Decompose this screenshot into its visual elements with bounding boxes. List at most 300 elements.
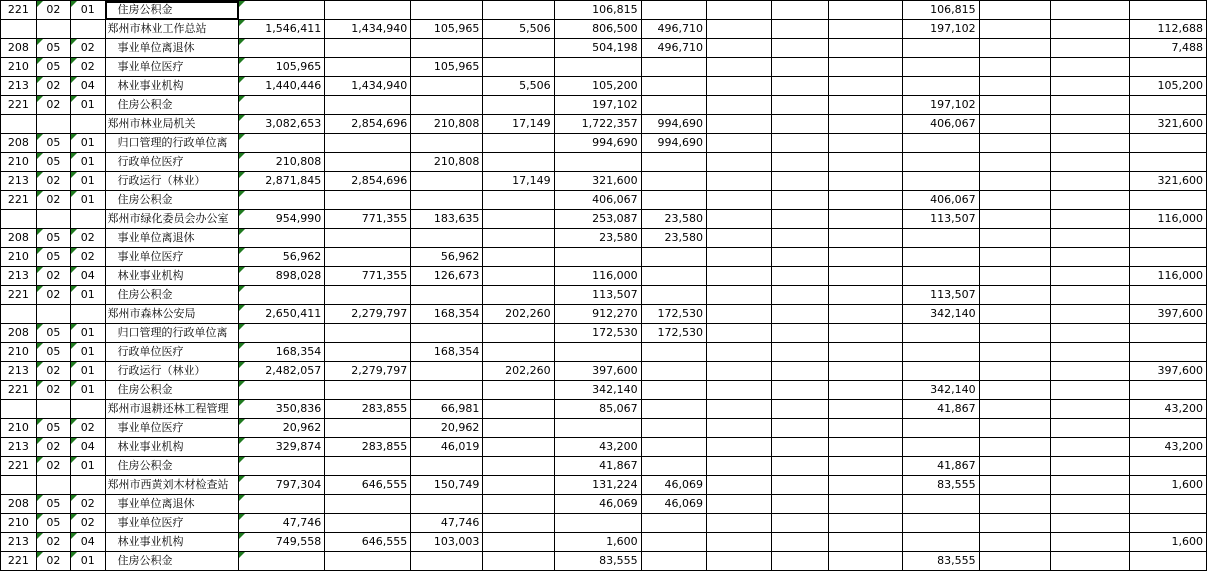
cell-class-code[interactable]: 210 [1,514,37,533]
cell-amount[interactable] [771,324,829,343]
cell-section-code[interactable]: 02 [36,552,70,571]
cell-amount[interactable]: 116,000 [554,267,641,286]
cell-amount[interactable] [411,381,483,400]
cell-amount[interactable]: 202,260 [483,362,554,381]
cell-amount[interactable] [1129,58,1206,77]
cell-amount[interactable] [1129,134,1206,153]
cell-amount[interactable] [829,476,902,495]
cell-amount[interactable] [979,533,1050,552]
cell-amount[interactable] [771,267,829,286]
cell-section-code[interactable]: 02 [36,267,70,286]
cell-amount[interactable]: 105,965 [411,20,483,39]
cell-amount[interactable] [483,476,554,495]
cell-amount[interactable]: 46,069 [554,495,641,514]
cell-amount[interactable] [902,58,979,77]
cell-amount[interactable]: 321,600 [554,172,641,191]
cell-section-code[interactable]: 05 [36,153,70,172]
cell-item-code[interactable]: 04 [71,267,105,286]
cell-amount[interactable] [483,419,554,438]
cell-amount[interactable] [707,77,772,96]
cell-section-code[interactable]: 02 [36,286,70,305]
cell-subject-name[interactable]: 事业单位医疗 [105,248,239,267]
cell-amount[interactable] [979,172,1050,191]
cell-amount[interactable] [771,1,829,20]
cell-amount[interactable] [1050,172,1129,191]
cell-amount[interactable]: 7,488 [1129,39,1206,58]
cell-amount[interactable]: 342,140 [902,381,979,400]
cell-amount[interactable] [1050,457,1129,476]
cell-amount[interactable]: 56,962 [239,248,325,267]
cell-amount[interactable] [829,96,902,115]
cell-class-code[interactable]: 208 [1,229,37,248]
cell-amount[interactable] [707,343,772,362]
cell-amount[interactable]: 2,650,411 [239,305,325,324]
cell-amount[interactable] [411,96,483,115]
cell-section-code[interactable]: 05 [36,134,70,153]
cell-amount[interactable]: 83,555 [554,552,641,571]
cell-unit-name[interactable]: 郑州市退耕还林工程管理 [105,400,239,419]
cell-amount[interactable] [1050,77,1129,96]
cell-amount[interactable] [411,172,483,191]
cell-section-code[interactable]: 02 [36,77,70,96]
cell-unit-name[interactable]: 郑州市绿化委员会办公室 [105,210,239,229]
cell-amount[interactable] [707,305,772,324]
cell-amount[interactable] [979,438,1050,457]
cell-class-code[interactable]: 221 [1,552,37,571]
cell-amount[interactable] [707,191,772,210]
cell-amount[interactable]: 806,500 [554,20,641,39]
cell-amount[interactable] [483,324,554,343]
cell-class-code[interactable] [1,305,37,324]
cell-amount[interactable]: 43,200 [1129,400,1206,419]
cell-amount[interactable]: 496,710 [641,39,706,58]
cell-amount[interactable] [483,134,554,153]
cell-amount[interactable] [641,457,706,476]
cell-amount[interactable] [1129,419,1206,438]
cell-amount[interactable]: 1,600 [554,533,641,552]
cell-amount[interactable] [771,381,829,400]
cell-amount[interactable] [1129,495,1206,514]
cell-amount[interactable] [707,457,772,476]
cell-amount[interactable] [829,286,902,305]
cell-subject-name[interactable]: 林业事业机构 [105,77,239,96]
cell-amount[interactable] [979,267,1050,286]
cell-amount[interactable] [325,58,411,77]
cell-amount[interactable] [979,343,1050,362]
cell-amount[interactable]: 771,355 [325,210,411,229]
cell-amount[interactable] [239,134,325,153]
cell-amount[interactable] [1050,400,1129,419]
cell-amount[interactable] [411,77,483,96]
cell-section-code[interactable] [36,400,70,419]
cell-amount[interactable] [325,153,411,172]
cell-amount[interactable] [483,514,554,533]
cell-amount[interactable] [902,77,979,96]
cell-amount[interactable] [771,96,829,115]
cell-item-code[interactable] [71,210,105,229]
cell-amount[interactable]: 23,580 [641,210,706,229]
cell-subject-name[interactable]: 住房公积金 [105,552,239,571]
cell-amount[interactable] [829,457,902,476]
cell-amount[interactable] [641,514,706,533]
cell-amount[interactable] [1050,476,1129,495]
cell-amount[interactable] [1129,229,1206,248]
cell-class-code[interactable]: 221 [1,191,37,210]
cell-subject-name[interactable]: 事业单位医疗 [105,58,239,77]
cell-amount[interactable] [239,381,325,400]
cell-subject-name[interactable]: 住房公积金 [105,96,239,115]
cell-amount[interactable] [829,115,902,134]
cell-amount[interactable] [483,533,554,552]
cell-amount[interactable]: 994,690 [641,134,706,153]
cell-amount[interactable] [829,229,902,248]
cell-item-code[interactable]: 01 [71,457,105,476]
cell-subject-name[interactable]: 事业单位离退休 [105,495,239,514]
cell-amount[interactable]: 771,355 [325,267,411,286]
cell-amount[interactable] [1050,438,1129,457]
cell-section-code[interactable]: 02 [36,362,70,381]
cell-section-code[interactable] [36,476,70,495]
cell-amount[interactable] [771,343,829,362]
cell-subject-name[interactable]: 行政运行（林业） [105,172,239,191]
cell-amount[interactable] [641,419,706,438]
cell-amount[interactable] [641,1,706,20]
cell-amount[interactable]: 46,069 [641,495,706,514]
cell-amount[interactable] [707,96,772,115]
cell-amount[interactable] [979,153,1050,172]
cell-amount[interactable] [979,210,1050,229]
cell-amount[interactable] [239,552,325,571]
cell-item-code[interactable] [71,476,105,495]
cell-amount[interactable]: 172,530 [641,324,706,343]
cell-item-code[interactable] [71,400,105,419]
cell-section-code[interactable]: 05 [36,514,70,533]
cell-subject-name[interactable]: 林业事业机构 [105,533,239,552]
cell-amount[interactable] [829,77,902,96]
cell-amount[interactable] [771,495,829,514]
cell-amount[interactable] [771,362,829,381]
cell-amount[interactable] [707,362,772,381]
cell-item-code[interactable]: 02 [71,248,105,267]
cell-item-code[interactable]: 01 [71,96,105,115]
cell-item-code[interactable]: 01 [71,381,105,400]
cell-amount[interactable] [771,400,829,419]
cell-amount[interactable]: 994,690 [554,134,641,153]
cell-amount[interactable] [979,381,1050,400]
cell-amount[interactable] [979,552,1050,571]
cell-amount[interactable]: 397,600 [554,362,641,381]
cell-amount[interactable]: 749,558 [239,533,325,552]
cell-amount[interactable] [1050,305,1129,324]
cell-class-code[interactable]: 208 [1,495,37,514]
cell-amount[interactable] [707,172,772,191]
cell-amount[interactable] [1050,552,1129,571]
cell-amount[interactable]: 202,260 [483,305,554,324]
cell-unit-name[interactable]: 郑州市林业工作总站 [105,20,239,39]
cell-amount[interactable] [411,286,483,305]
cell-class-code[interactable]: 221 [1,1,37,20]
cell-amount[interactable] [707,229,772,248]
cell-subject-name[interactable]: 住房公积金 [105,286,239,305]
cell-amount[interactable]: 183,635 [411,210,483,229]
cell-amount[interactable]: 342,140 [902,305,979,324]
cell-amount[interactable]: 646,555 [325,533,411,552]
cell-class-code[interactable] [1,115,37,134]
cell-item-code[interactable]: 02 [71,419,105,438]
cell-section-code[interactable]: 02 [36,533,70,552]
cell-amount[interactable] [239,1,325,20]
cell-amount[interactable] [483,39,554,58]
cell-amount[interactable]: 3,082,653 [239,115,325,134]
cell-amount[interactable]: 66,981 [411,400,483,419]
cell-amount[interactable] [483,457,554,476]
cell-item-code[interactable]: 02 [71,39,105,58]
cell-amount[interactable]: 197,102 [902,20,979,39]
cell-amount[interactable]: 321,600 [1129,172,1206,191]
cell-amount[interactable] [554,514,641,533]
cell-section-code[interactable]: 02 [36,438,70,457]
cell-class-code[interactable]: 210 [1,153,37,172]
cell-amount[interactable] [707,419,772,438]
cell-amount[interactable] [1129,191,1206,210]
cell-amount[interactable] [707,438,772,457]
cell-section-code[interactable]: 05 [36,343,70,362]
cell-amount[interactable] [829,381,902,400]
cell-amount[interactable] [641,400,706,419]
cell-class-code[interactable]: 213 [1,533,37,552]
cell-amount[interactable]: 994,690 [641,115,706,134]
cell-amount[interactable]: 350,836 [239,400,325,419]
cell-amount[interactable] [902,172,979,191]
cell-amount[interactable] [483,229,554,248]
cell-subject-name[interactable]: 归口管理的行政单位离 [105,134,239,153]
cell-item-code[interactable]: 01 [71,324,105,343]
cell-amount[interactable] [979,39,1050,58]
cell-amount[interactable] [707,381,772,400]
cell-section-code[interactable]: 05 [36,58,70,77]
cell-amount[interactable] [411,552,483,571]
cell-amount[interactable] [979,134,1050,153]
cell-amount[interactable] [325,343,411,362]
cell-amount[interactable] [979,419,1050,438]
cell-amount[interactable] [483,210,554,229]
cell-item-code[interactable]: 04 [71,438,105,457]
cell-amount[interactable] [325,419,411,438]
cell-amount[interactable] [483,248,554,267]
cell-amount[interactable]: 47,746 [411,514,483,533]
cell-amount[interactable] [707,1,772,20]
cell-amount[interactable] [979,115,1050,134]
cell-amount[interactable] [771,115,829,134]
cell-amount[interactable] [979,58,1050,77]
cell-amount[interactable] [1129,457,1206,476]
cell-amount[interactable] [979,191,1050,210]
cell-amount[interactable] [829,362,902,381]
cell-subject-name[interactable]: 行政运行（林业） [105,362,239,381]
cell-amount[interactable] [483,96,554,115]
cell-amount[interactable]: 210,808 [411,153,483,172]
cell-amount[interactable]: 2,871,845 [239,172,325,191]
cell-amount[interactable] [829,533,902,552]
cell-class-code[interactable]: 208 [1,134,37,153]
cell-amount[interactable] [483,381,554,400]
cell-amount[interactable]: 106,815 [902,1,979,20]
cell-item-code[interactable]: 01 [71,343,105,362]
cell-amount[interactable] [1050,324,1129,343]
cell-amount[interactable] [829,495,902,514]
cell-amount[interactable] [829,438,902,457]
cell-section-code[interactable]: 05 [36,248,70,267]
cell-section-code[interactable]: 02 [36,96,70,115]
cell-amount[interactable] [1050,39,1129,58]
cell-section-code[interactable]: 02 [36,172,70,191]
cell-amount[interactable]: 1,434,940 [325,20,411,39]
cell-amount[interactable]: 1,546,411 [239,20,325,39]
cell-amount[interactable] [771,552,829,571]
cell-amount[interactable] [641,552,706,571]
cell-item-code[interactable]: 01 [71,191,105,210]
cell-amount[interactable]: 150,749 [411,476,483,495]
cell-amount[interactable]: 797,304 [239,476,325,495]
cell-amount[interactable]: 41,867 [554,457,641,476]
cell-amount[interactable]: 47,746 [239,514,325,533]
cell-amount[interactable] [707,286,772,305]
cell-section-code[interactable]: 05 [36,229,70,248]
cell-amount[interactable] [771,210,829,229]
cell-subject-name[interactable]: 事业单位离退休 [105,39,239,58]
cell-class-code[interactable]: 213 [1,362,37,381]
cell-amount[interactable]: 5,506 [483,77,554,96]
cell-amount[interactable]: 105,200 [554,77,641,96]
cell-amount[interactable] [483,1,554,20]
cell-amount[interactable] [483,400,554,419]
cell-amount[interactable] [1129,324,1206,343]
cell-item-code[interactable]: 02 [71,514,105,533]
cell-amount[interactable] [979,324,1050,343]
cell-amount[interactable]: 898,028 [239,267,325,286]
cell-amount[interactable] [829,191,902,210]
cell-amount[interactable] [641,286,706,305]
cell-amount[interactable] [325,381,411,400]
cell-section-code[interactable]: 02 [36,191,70,210]
cell-amount[interactable] [829,419,902,438]
cell-amount[interactable] [411,324,483,343]
cell-class-code[interactable]: 210 [1,58,37,77]
cell-class-code[interactable]: 213 [1,267,37,286]
cell-amount[interactable] [483,438,554,457]
cell-amount[interactable]: 168,354 [239,343,325,362]
cell-amount[interactable]: 83,555 [902,552,979,571]
cell-amount[interactable] [979,305,1050,324]
cell-amount[interactable] [239,324,325,343]
cell-amount[interactable] [829,39,902,58]
cell-amount[interactable] [902,514,979,533]
cell-amount[interactable] [707,39,772,58]
cell-class-code[interactable] [1,400,37,419]
cell-amount[interactable] [1129,248,1206,267]
cell-amount[interactable] [707,476,772,495]
cell-amount[interactable] [771,229,829,248]
cell-amount[interactable] [979,77,1050,96]
cell-amount[interactable] [829,267,902,286]
cell-amount[interactable] [325,39,411,58]
cell-amount[interactable]: 46,069 [641,476,706,495]
cell-amount[interactable] [325,1,411,20]
cell-amount[interactable] [483,153,554,172]
cell-amount[interactable]: 283,855 [325,400,411,419]
cell-amount[interactable]: 172,530 [554,324,641,343]
cell-amount[interactable] [554,153,641,172]
cell-item-code[interactable]: 02 [71,495,105,514]
cell-amount[interactable] [707,115,772,134]
cell-amount[interactable] [239,191,325,210]
cell-amount[interactable]: 321,600 [1129,115,1206,134]
cell-amount[interactable] [771,419,829,438]
cell-amount[interactable]: 329,874 [239,438,325,457]
cell-amount[interactable] [1129,1,1206,20]
cell-amount[interactable]: 126,673 [411,267,483,286]
cell-amount[interactable]: 116,000 [1129,210,1206,229]
cell-amount[interactable] [829,58,902,77]
cell-class-code[interactable] [1,20,37,39]
cell-amount[interactable]: 20,962 [239,419,325,438]
cell-amount[interactable]: 168,354 [411,305,483,324]
cell-amount[interactable] [707,210,772,229]
cell-amount[interactable] [771,134,829,153]
cell-amount[interactable]: 1,440,446 [239,77,325,96]
cell-class-code[interactable]: 210 [1,248,37,267]
cell-amount[interactable] [641,58,706,77]
cell-amount[interactable] [902,533,979,552]
cell-amount[interactable] [411,229,483,248]
cell-class-code[interactable]: 213 [1,77,37,96]
cell-amount[interactable]: 43,200 [554,438,641,457]
cell-amount[interactable] [325,229,411,248]
cell-amount[interactable] [411,495,483,514]
cell-amount[interactable]: 56,962 [411,248,483,267]
cell-amount[interactable] [411,134,483,153]
cell-amount[interactable]: 105,965 [239,58,325,77]
cell-class-code[interactable]: 221 [1,96,37,115]
cell-amount[interactable]: 1,722,357 [554,115,641,134]
cell-amount[interactable]: 23,580 [554,229,641,248]
cell-amount[interactable] [979,229,1050,248]
cell-amount[interactable] [325,286,411,305]
cell-amount[interactable] [902,495,979,514]
cell-amount[interactable] [902,39,979,58]
cell-amount[interactable] [979,96,1050,115]
cell-amount[interactable]: 496,710 [641,20,706,39]
cell-amount[interactable] [411,191,483,210]
cell-class-code[interactable] [1,476,37,495]
cell-amount[interactable] [641,153,706,172]
cell-amount[interactable] [641,267,706,286]
cell-item-code[interactable]: 01 [71,134,105,153]
cell-item-code[interactable]: 01 [71,1,105,20]
cell-amount[interactable] [902,362,979,381]
cell-amount[interactable] [554,343,641,362]
cell-amount[interactable] [411,1,483,20]
cell-amount[interactable]: 406,067 [554,191,641,210]
cell-amount[interactable]: 1,434,940 [325,77,411,96]
cell-amount[interactable] [239,229,325,248]
cell-amount[interactable] [771,248,829,267]
cell-amount[interactable]: 43,200 [1129,438,1206,457]
cell-amount[interactable]: 113,507 [902,286,979,305]
cell-amount[interactable] [829,343,902,362]
cell-item-code[interactable]: 01 [71,153,105,172]
cell-amount[interactable]: 253,087 [554,210,641,229]
